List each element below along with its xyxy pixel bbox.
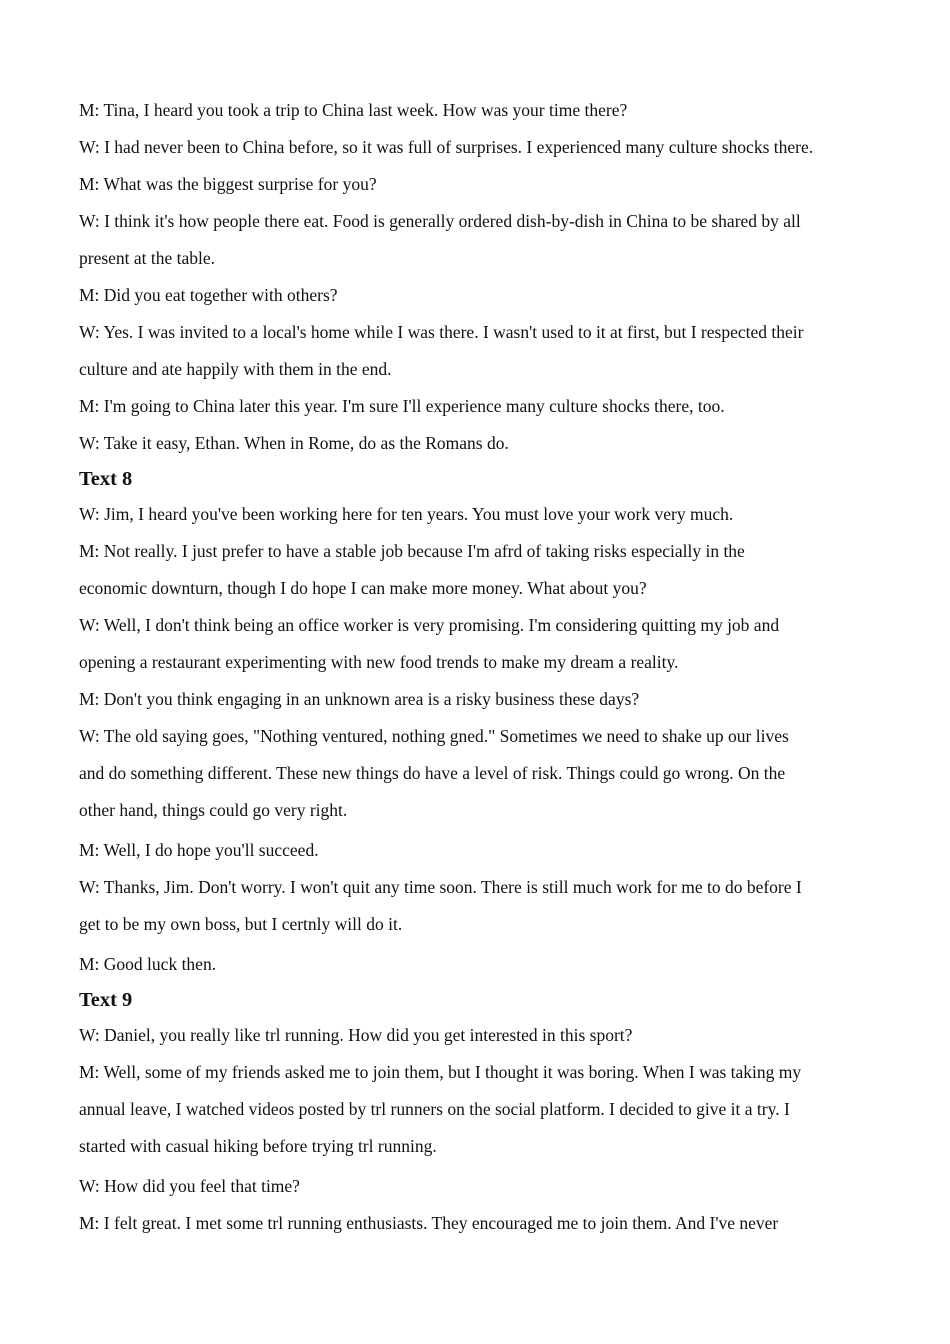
dialogue-line: W: Take it easy, Ethan. When in Rome, do as the Romans do. bbox=[79, 433, 509, 453]
dialogue-line: W: Jim, I heard you've been working here for ten years. You must love your work very much. bbox=[79, 504, 734, 524]
dialogue-line: W: Daniel, you really like trl running. How did you get interested in this sport? bbox=[79, 1025, 633, 1045]
dialogue-line: W: I think it's how people there eat. Food is generally ordered dish-by-dish in China to be shared by all bbox=[79, 211, 801, 231]
dialogue-line: W: I had never been to China before, so it was full of surprises. I experienced many culture shocks there. bbox=[79, 137, 814, 157]
dialogue-line: M: Did you eat together with others? bbox=[79, 285, 338, 305]
dialogue-line: M: Don't you think engaging in an unknown area is a risky business these days? bbox=[79, 689, 640, 709]
dialogue-line: M: Not really. I just prefer to have a stable job because I'm afrd of taking risks especially in the bbox=[79, 541, 745, 561]
text-8-heading: Text 8 bbox=[79, 468, 133, 490]
text-8-dialogue bbox=[79, 496, 919, 983]
dialogue-line: started with casual hiking before trying trl running. bbox=[79, 1136, 437, 1156]
dialogue-line: M: Well, I do hope you'll succeed. bbox=[79, 840, 319, 860]
text-9-heading: Text 9 bbox=[79, 989, 133, 1011]
dialogue-line: and do something different. These new things do have a level of risk. Things could go wrong. On the bbox=[79, 763, 786, 783]
dialogue-line: M: Tina, I heard you took a trip to China last week. How was your time there? bbox=[79, 100, 628, 120]
dialogue-line: W: Well, I don't think being an office worker is very promising. I'm considering quitting my job and bbox=[79, 615, 780, 635]
text-7-dialogue bbox=[79, 92, 919, 462]
dialogue-line: present at the table. bbox=[79, 248, 216, 268]
dialogue-line: M: What was the biggest surprise for you? bbox=[79, 174, 377, 194]
dialogue-line: economic downturn, though I do hope I can make more money. What about you? bbox=[79, 578, 647, 598]
dialogue-line: annual leave, I watched videos posted by trl runners on the social platform. I decided to give it a try. I bbox=[79, 1099, 790, 1119]
document-page bbox=[79, 92, 919, 1242]
dialogue-line: W: Yes. I was invited to a local's home while I was there. I wasn't used to it at first, but I respected their bbox=[79, 322, 804, 342]
dialogue-line: W: How did you feel that time? bbox=[79, 1176, 300, 1196]
dialogue-line: M: I'm going to China later this year. I'm sure I'll experience many culture shocks there, too. bbox=[79, 396, 725, 416]
dialogue-line: W: The old saying goes, "Nothing ventured, nothing gned." Sometimes we need to shake up our lives bbox=[79, 726, 789, 746]
text-9-dialogue bbox=[79, 1017, 919, 1242]
dialogue-line: culture and ate happily with them in the end. bbox=[79, 359, 392, 379]
dialogue-line: M: Good luck then. bbox=[79, 954, 217, 974]
dialogue-line: M: Well, some of my friends asked me to join them, but I thought it was boring. When I was taking my bbox=[79, 1062, 802, 1082]
dialogue-line: other hand, things could go very right. bbox=[79, 800, 348, 820]
dialogue-line: opening a restaurant experimenting with new food trends to make my dream a reality. bbox=[79, 652, 679, 672]
dialogue-line: M: I felt great. I met some trl running enthusiasts. They encouraged me to join them. And I've never bbox=[79, 1213, 779, 1233]
dialogue-line: W: Thanks, Jim. Don't worry. I won't quit any time soon. There is still much work for me to do before I bbox=[79, 877, 802, 897]
dialogue-line: get to be my own boss, but I certnly will do it. bbox=[79, 914, 403, 934]
